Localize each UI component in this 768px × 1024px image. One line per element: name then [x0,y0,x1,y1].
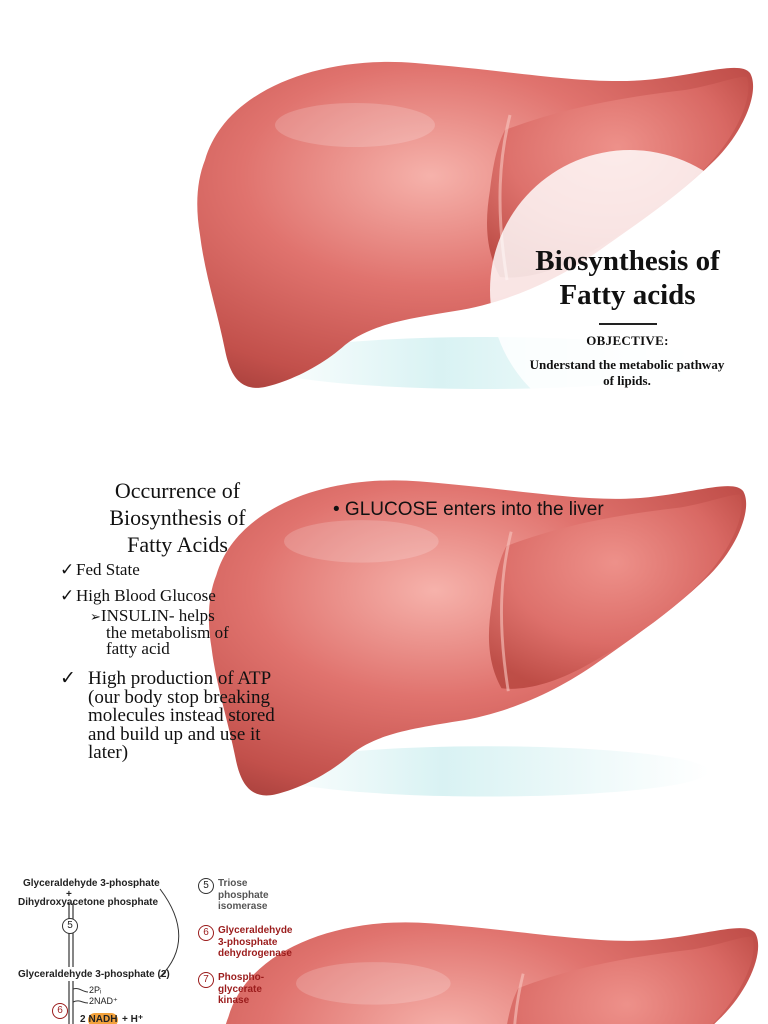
slide-title-text [500,244,755,312]
enzyme-name-line: kinase [218,995,250,1006]
slide-title [0,0,768,415]
title-line-1: Occurrence of [114,478,241,503]
bullet-atp [60,670,300,763]
objective-line-2: of lipids. [603,373,651,388]
arrow-icon: ➢ [90,609,101,624]
check-icon: ✓ [60,668,76,689]
sub-bullet-line-3: fatty acid [106,639,170,658]
bullet-text: High Blood Glucose [76,586,216,605]
liver-image [180,905,760,1024]
bullet-text: High production of ATP (our body stop breaking molecules instead stored and build up and use it later) [88,668,275,763]
enzyme-7-marker: 7 [198,972,214,988]
title-line-3: Fatty Acids [127,532,228,557]
slide-title-text [80,477,275,558]
glucose-bullet: • GLUCOSE enters into the liver [333,499,604,520]
check-icon: ✓ [60,560,75,579]
sub-bullet-line-1: INSULIN- helps [100,606,215,625]
title-line-2: Biosynthesis of [109,505,246,530]
g3p-2-label: Glyceraldehyde 3-phosphate (2) [18,969,170,980]
objective-label: OBJECTIVE: [586,333,669,348]
nad-label: 2NAD⁺ [89,996,118,1006]
bullet-text: Fed State [76,560,140,579]
bullet-fed-state [60,561,140,579]
dhap-label: Dihydroxyacetone phosphate [18,897,159,908]
step-5-marker: 5 [62,918,78,934]
h-plus-label: + H⁺ [122,1014,144,1024]
sub-bullet-line-2: the metabolism of [106,623,229,642]
enzyme-5-name [218,878,269,913]
enzyme-6-marker: 6 [198,925,214,941]
bullet-high-blood-glucose [60,587,216,605]
enzyme-name-line: isomerase [218,901,268,912]
title-line-2: Fatty acids [559,279,696,311]
enzyme-name-line: glycerate [218,983,262,995]
title-divider [599,323,657,325]
check-icon: ✓ [60,586,75,605]
slide-glycolysis [0,827,768,1024]
slide-occurrence [0,415,768,827]
plus-sign: + [66,889,72,900]
step-6-marker: 6 [52,1003,68,1019]
title-line-1: Biosynthesis of [535,245,720,277]
pi-label: 2Pᵢ [89,985,102,995]
objective-line-1: Understand the metabolic pathway [529,357,725,372]
enzyme-name-line: 3-phosphate [218,936,278,948]
g3p-label: Glyceraldehyde 3-phosphate [23,878,160,889]
enzyme-name-line: Glyceraldehyde [218,925,293,936]
enzyme-6-name [218,925,292,960]
enzyme-name-line: Triose [218,878,248,889]
nadh-badge: NADH [88,1013,118,1024]
enzyme-name-line: Phospho- [218,972,265,983]
enzyme-name-line: dehydrogenase [218,948,292,959]
enzyme-name-line: phosphate [218,889,269,901]
sub-bullet-insulin [90,608,290,657]
enzyme-7-name [218,972,264,1007]
enzyme-5-marker: 5 [198,878,214,894]
objective-text [496,357,758,389]
nadh-prefix: 2 [80,1014,86,1024]
